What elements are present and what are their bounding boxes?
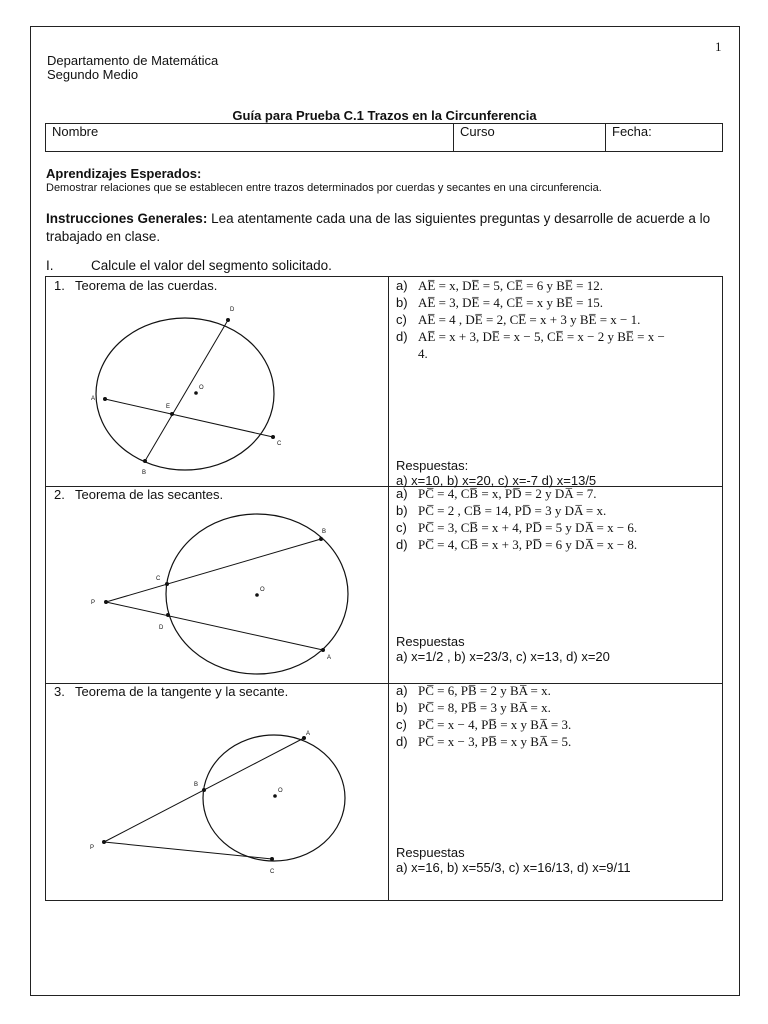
point-o bbox=[255, 593, 259, 597]
problem-item: d) PC̅ = x − 3, PB̅ = x y BA̅ = 5. bbox=[396, 734, 572, 749]
label-c: C bbox=[270, 869, 275, 875]
document-title: Guía para Prueba C.1 Trazos en la Circunferencia bbox=[232, 108, 537, 123]
problem-item: d) AE̅ = x + 3, DE̅ = x − 5, CE̅ = x − 2 y BE̅ = x − bbox=[396, 329, 665, 344]
label-a: A bbox=[306, 731, 311, 737]
chords-figure bbox=[46, 277, 388, 486]
label-b: B bbox=[194, 782, 199, 788]
label-o: O bbox=[199, 385, 204, 391]
problem-item-continuation: 4. bbox=[418, 346, 428, 361]
problem-item: b) PC̅ = 2 , CB̅ = 14, PD̅ = 3 y DA̅ = x. bbox=[396, 503, 607, 518]
problem-item: a) AE̅ = x, DE̅ = 5, CE̅ = 6 y BE̅ = 12. bbox=[396, 278, 603, 293]
point-b bbox=[143, 459, 147, 463]
label-c: C bbox=[277, 441, 282, 447]
point-c bbox=[270, 857, 274, 861]
point-d bbox=[166, 613, 170, 617]
chord-ac bbox=[105, 399, 273, 437]
label-p: P bbox=[91, 600, 96, 606]
label-c: C bbox=[156, 576, 161, 582]
student-info-table bbox=[45, 123, 723, 152]
instructions bbox=[46, 210, 728, 246]
point-c bbox=[165, 582, 169, 586]
problem-3-title: 3. Teorema de la tangente y la secante. bbox=[54, 684, 289, 699]
problem-item: d) PC̅ = 4, CB̅ = x + 3, PD̅ = 6 y DA̅ = x − 8. bbox=[396, 537, 638, 552]
problem-2-items bbox=[396, 485, 637, 553]
instructions-text: Lea atentamente cada una de las siguientes preguntas y desarrolle de acuerde a lo trabajado en clase. bbox=[46, 211, 711, 244]
curso-field[interactable]: Curso bbox=[454, 124, 606, 152]
label-b: B bbox=[322, 529, 327, 535]
problem-3-answers: Respuestas a) x=16, b) x=55/3, c) x=16/13, d) x=9/11 bbox=[396, 845, 631, 875]
aprendizajes-title: Aprendizajes Esperados: bbox=[46, 166, 202, 181]
label-d: D bbox=[230, 307, 235, 313]
point-a bbox=[103, 397, 107, 401]
point-c bbox=[271, 435, 275, 439]
point-a bbox=[321, 648, 325, 652]
department-name: Departamento de Matemática bbox=[47, 53, 219, 68]
label-o: O bbox=[278, 788, 283, 794]
instructions-title: Instrucciones Generales: bbox=[46, 211, 208, 226]
tangent-pc bbox=[104, 842, 272, 859]
problem-item: b) AE̅ = 3, DE̅ = 4, CE̅ = x y BE̅ = 15. bbox=[396, 295, 603, 310]
label-a: A bbox=[91, 396, 96, 402]
point-b bbox=[319, 537, 323, 541]
problem-3-items bbox=[396, 682, 571, 750]
problem-item: a) PC̅ = 6, PB̅ = 2 y BA̅ = x. bbox=[396, 683, 551, 698]
point-e bbox=[170, 412, 174, 416]
secant-pa bbox=[106, 602, 323, 650]
label-a: A bbox=[327, 655, 332, 661]
problem-item: b) PC̅ = 8, PB̅ = 3 y BA̅ = x. bbox=[396, 700, 551, 715]
section-number: I. bbox=[46, 258, 54, 273]
problem-item: a) PC̅ = 4, CB̅ = x, PD̅ = 2 y DA̅ = 7. bbox=[396, 486, 597, 501]
label-b: B bbox=[142, 470, 147, 476]
point-b bbox=[202, 788, 206, 792]
fecha-field[interactable]: Fecha: bbox=[606, 124, 723, 152]
course-level: Segundo Medio bbox=[47, 67, 139, 82]
problem-1-answers: Respuestas: a) x=10, b) x=20, c) x=-7 d) x=13/5 bbox=[396, 458, 597, 488]
aprendizajes-text: Demostrar relaciones que se establecen entre trazos determinados por cuerdas y secantes en una circunferencia. bbox=[46, 182, 602, 194]
label-d: D bbox=[159, 625, 164, 631]
point-p bbox=[102, 840, 106, 844]
label-e: E bbox=[166, 404, 171, 410]
problem-item: c) PC̅ = 3, CB̅ = x + 4, PD̅ = 5 y DA̅ = x − 6. bbox=[396, 520, 638, 535]
nombre-field[interactable]: Nombre bbox=[46, 124, 454, 152]
tangent-secant-figure bbox=[46, 684, 388, 902]
problem-1-items bbox=[396, 277, 665, 362]
problem-2-answers: Respuestas a) x=1/2 , b) x=23/3, c) x=13, d) x=20 bbox=[396, 634, 610, 664]
secants-figure bbox=[46, 487, 388, 683]
section-text: Calcule el valor del segmento solicitado. bbox=[91, 258, 332, 273]
document-header bbox=[47, 54, 218, 82]
point-d bbox=[226, 318, 230, 322]
problems-table bbox=[45, 276, 723, 901]
secant-pb bbox=[106, 539, 321, 602]
problem-item: c) AE̅ = 4 , DE̅ = 2, CE̅ = x + 3 y BE̅ = x − 1. bbox=[396, 312, 641, 327]
problem-2-title: 2. Teorema de las secantes. bbox=[54, 487, 224, 502]
problem-1-title: 1. Teorema de las cuerdas. bbox=[54, 278, 218, 293]
point-o bbox=[273, 794, 277, 798]
page-number: 1 bbox=[715, 39, 722, 54]
point-o bbox=[194, 391, 198, 395]
section-heading bbox=[46, 258, 332, 273]
label-p: P bbox=[90, 845, 95, 851]
label-o: O bbox=[260, 587, 265, 593]
chord-db bbox=[145, 320, 228, 461]
problem-item: c) PC̅ = x − 4, PB̅ = x y BA̅ = 3. bbox=[396, 717, 572, 732]
point-p bbox=[104, 600, 108, 604]
column-divider bbox=[388, 277, 389, 900]
